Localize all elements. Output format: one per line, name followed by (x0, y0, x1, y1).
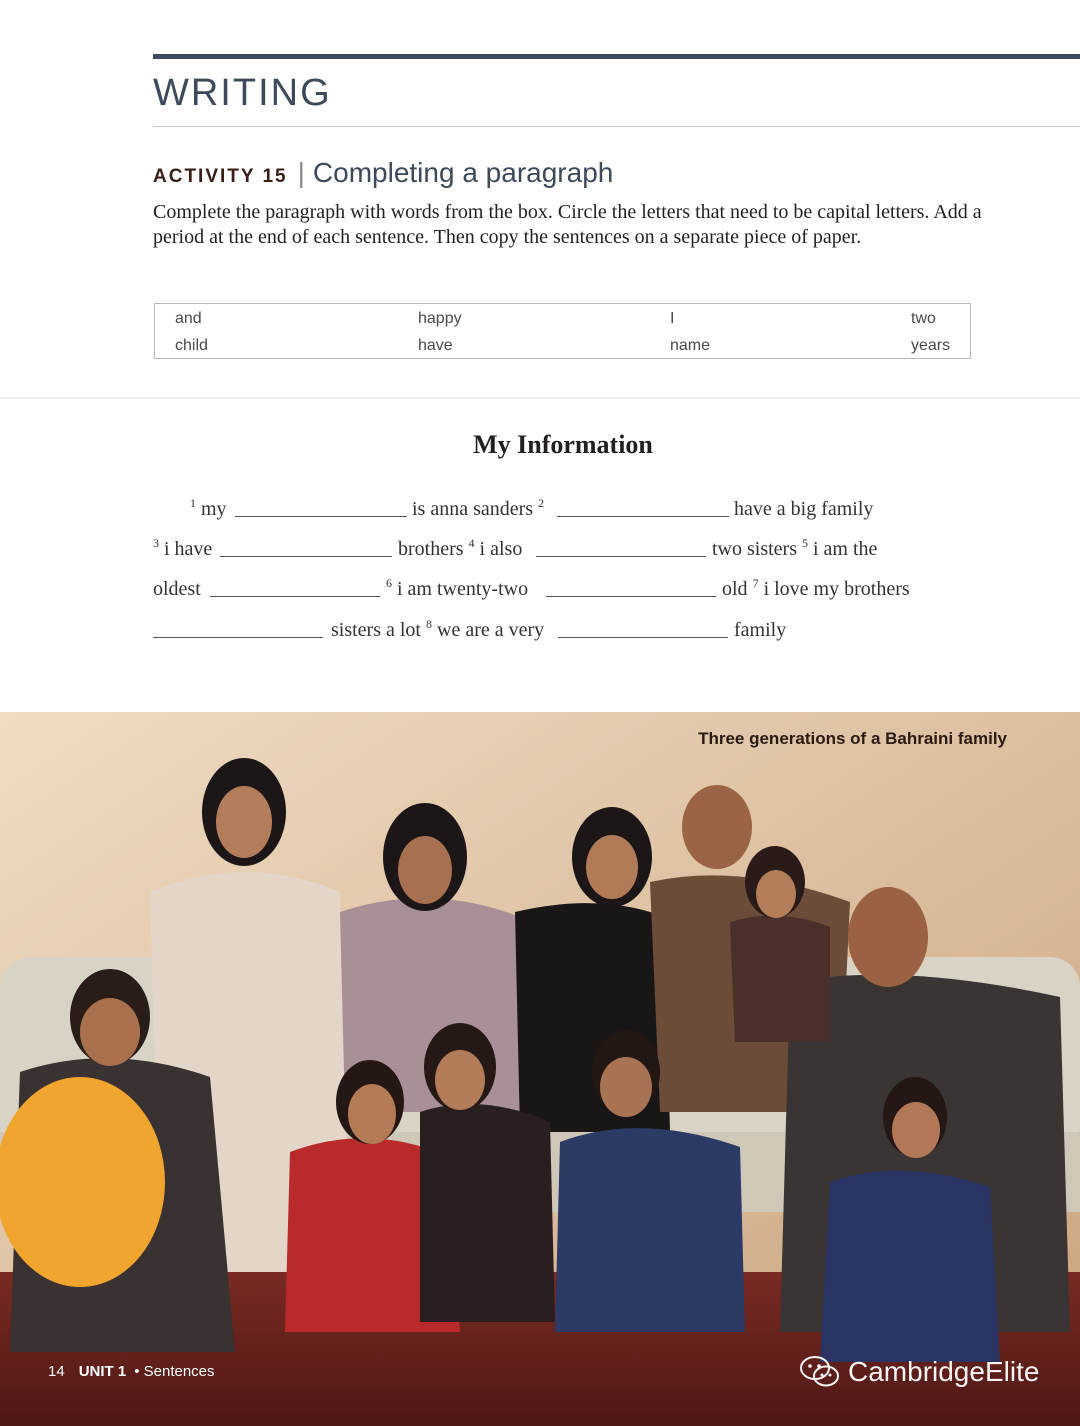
section-title: WRITING (153, 72, 332, 114)
fragment-text: i also (479, 538, 523, 560)
sentence-fragment (190, 498, 227, 521)
blank-field[interactable] (235, 516, 407, 517)
wechat-icon (800, 1355, 840, 1389)
blank-field[interactable] (557, 516, 729, 517)
fragment-text: two sisters (712, 538, 797, 560)
activity-instructions: Complete the paragraph with words from the box. Circle the letters that need to be capital letters. Add a period at the end of each sentence. Then copy the sentences on a separate piece of paper. (153, 201, 982, 248)
activity-separator: | (297, 157, 305, 188)
watermark (800, 1355, 1039, 1389)
word-box-item: years (911, 337, 951, 354)
fragment-text: we are a very (437, 619, 545, 641)
sentence-number: 2 (538, 496, 545, 510)
unit-topic: Sentences (143, 1363, 215, 1380)
fragment-text: old (722, 578, 748, 600)
sentence-number: 3 (153, 536, 159, 550)
sentence-fragment (153, 538, 212, 561)
sentence-fragment (398, 538, 522, 561)
word-box-item: happy (418, 310, 462, 327)
paragraph-title: My Information (473, 430, 653, 459)
blank-field[interactable] (210, 596, 380, 597)
watermark-text: CambridgeElite (848, 1356, 1040, 1387)
sentence-fragment: family (734, 619, 787, 641)
blank-field[interactable] (536, 556, 706, 557)
activity-header (153, 157, 613, 189)
fragment-text: sisters a lot (331, 619, 421, 641)
word-box-item: name (670, 337, 711, 354)
paragraph-line (153, 538, 953, 568)
sentence-number: 5 (802, 536, 808, 550)
paragraph-line (153, 498, 953, 528)
sentence-fragment (722, 578, 910, 601)
word-box-item: and (175, 310, 202, 327)
word-box-item: two (911, 310, 936, 327)
sentence-fragment (331, 619, 544, 642)
word-box-item: have (418, 337, 453, 354)
activity-label: ACTIVITY 15 (153, 166, 288, 187)
sentence-number: 8 (426, 617, 432, 631)
word-box-item: child (175, 337, 208, 354)
blank-field[interactable] (153, 637, 323, 638)
photo-caption: Three generations of a Bahraini family (698, 729, 1007, 748)
blank-field[interactable] (546, 596, 716, 597)
activity-title: Completing a paragraph (312, 157, 614, 188)
fragment-text: i have (164, 538, 213, 560)
word-box-item: I (670, 310, 675, 327)
unit-label: UNIT 1 (78, 1363, 127, 1380)
fragment-text: is anna sanders (412, 498, 534, 520)
sentence-fragment (412, 498, 544, 521)
paragraph-line (153, 619, 953, 649)
family-photo-illustration (0, 712, 1080, 1426)
sentence-fragment (712, 538, 877, 561)
fragment-text: my (201, 498, 227, 520)
section-divider (153, 126, 1080, 127)
sentence-fragment: oldest (153, 578, 201, 600)
sentence-number: 1 (190, 496, 196, 510)
blank-field[interactable] (558, 637, 728, 638)
blank-field[interactable] (220, 556, 392, 557)
fragment-text: i am the (813, 538, 878, 560)
family-photo (0, 712, 1080, 1426)
sentence-number: 7 (752, 576, 759, 590)
paragraph-line (153, 578, 953, 608)
page-number: 14 (48, 1363, 65, 1380)
word-box (154, 303, 971, 359)
sentence-number: 6 (386, 576, 392, 590)
fragment-text: i love my brothers (763, 578, 910, 600)
fragment-text: brothers (398, 538, 464, 560)
footer-bullet: • (134, 1363, 140, 1380)
top-rule (153, 54, 1080, 59)
page-footer (48, 1363, 215, 1380)
sentence-fragment: have a big family (734, 498, 874, 520)
sentence-number: 4 (468, 536, 475, 550)
section-band (0, 397, 1080, 399)
fragment-text: i am twenty-two (397, 578, 529, 600)
sentence-fragment (386, 578, 528, 601)
